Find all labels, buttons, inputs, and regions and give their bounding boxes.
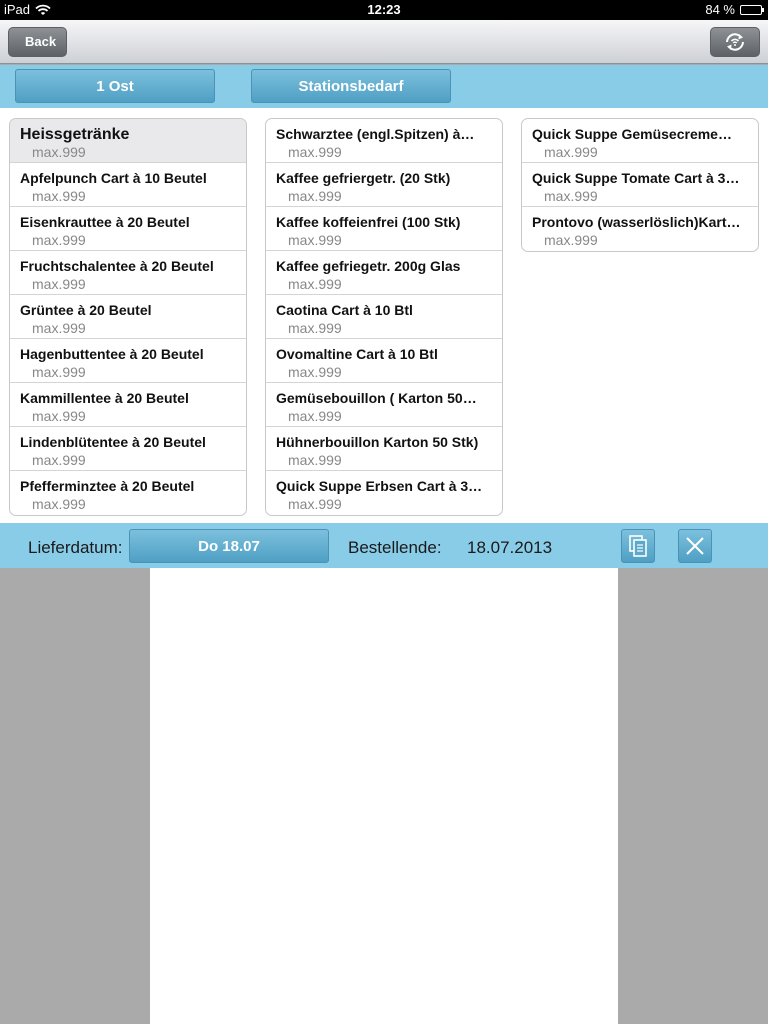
item-name: Hagenbuttentee à 20 Beutel	[20, 346, 204, 362]
close-icon	[685, 536, 705, 556]
category-button[interactable]: Stationsbedarf	[251, 69, 451, 103]
item-name: Kammillentee à 20 Beutel	[20, 390, 189, 406]
item-name: Kaffee koffeienfrei (100 Stk)	[276, 214, 461, 230]
back-button[interactable]	[8, 27, 67, 57]
item-max: max.999	[288, 452, 342, 468]
delivery-date-button[interactable]: Do 18.07	[129, 529, 329, 563]
copy-button[interactable]	[621, 529, 655, 563]
product-column-1	[9, 118, 247, 516]
list-item[interactable]	[10, 163, 246, 207]
order-bar	[0, 523, 768, 568]
item-max: max.999	[32, 320, 86, 336]
item-max: max.999	[288, 320, 342, 336]
list-item[interactable]	[522, 163, 758, 207]
item-name: Quick Suppe Tomate Cart à 3…	[532, 170, 740, 186]
list-item[interactable]	[266, 383, 502, 427]
item-name: Prontovo (wasserlöslich)Kart…	[532, 214, 741, 230]
battery-icon	[740, 5, 762, 15]
product-lists	[0, 108, 768, 523]
item-max: max.999	[288, 276, 342, 292]
item-max: max.999	[288, 496, 342, 512]
product-column-2	[265, 118, 503, 516]
order-end-value: 18.07.2013	[467, 538, 553, 557]
product-column-3	[521, 118, 759, 252]
item-max: max.999	[288, 144, 342, 160]
item-name: Gemüsebouillon ( Karton 50…	[276, 390, 477, 406]
list-item[interactable]	[266, 427, 502, 471]
item-name: Eisenkrauttee à 20 Beutel	[20, 214, 190, 230]
item-max: max.999	[32, 232, 86, 248]
item-name: Grüntee à 20 Beutel	[20, 302, 152, 318]
item-max: max.999	[288, 408, 342, 424]
item-name: Heissgetränke	[20, 126, 130, 143]
item-name: Lindenblütentee à 20 Beutel	[20, 434, 206, 450]
station-button[interactable]: 1 Ost	[15, 69, 215, 103]
item-max: max.999	[544, 232, 598, 248]
item-name: Pfefferminztee à 20 Beutel	[20, 478, 195, 494]
item-max: max.999	[32, 408, 86, 424]
item-name: Ovomaltine Cart à 10 Btl	[276, 346, 438, 362]
item-max: max.999	[288, 364, 342, 380]
item-name: Kaffee gefriegetr. 200g Glas	[276, 258, 461, 274]
item-name: Apfelpunch Cart à 10 Beutel	[20, 170, 207, 186]
item-max: max.999	[32, 452, 86, 468]
category-header[interactable]	[10, 119, 246, 163]
list-item[interactable]	[10, 295, 246, 339]
navigation-bar	[0, 20, 768, 64]
list-item[interactable]	[266, 251, 502, 295]
item-max: max.999	[544, 144, 598, 160]
status-time: 12:23	[367, 2, 401, 17]
list-item[interactable]	[266, 295, 502, 339]
item-max: max.999	[32, 144, 86, 160]
item-name: Fruchtschalentee à 20 Beutel	[20, 258, 214, 274]
battery-percent: 84 %	[705, 2, 735, 17]
status-right	[705, 2, 762, 17]
sync-button[interactable]	[710, 27, 760, 57]
sync-icon	[722, 31, 748, 53]
delivery-label: Lieferdatum:	[28, 538, 123, 557]
order-preview-area	[150, 568, 618, 1024]
order-end-label: Bestellende:	[348, 538, 442, 557]
item-name: Quick Suppe Gemüsecreme…	[532, 126, 732, 142]
item-max: max.999	[288, 188, 342, 204]
item-name: Hühnerbouillon Karton 50 Stk)	[276, 434, 479, 450]
item-max: max.999	[544, 188, 598, 204]
item-name: Schwarztee (engl.Spitzen) à…	[276, 126, 475, 142]
item-name: Caotina Cart à 10 Btl	[276, 302, 413, 318]
item-max: max.999	[32, 496, 86, 512]
list-item[interactable]	[266, 163, 502, 207]
list-item[interactable]	[10, 427, 246, 471]
list-item[interactable]	[10, 339, 246, 383]
device-name: iPad	[4, 2, 31, 17]
item-name: Kaffee gefriergetr. (20 Stk)	[276, 170, 451, 186]
list-item[interactable]	[266, 119, 502, 163]
item-max: max.999	[32, 364, 86, 380]
list-item[interactable]	[10, 383, 246, 427]
item-max: max.999	[288, 232, 342, 248]
list-item[interactable]	[266, 471, 502, 515]
item-max: max.999	[32, 188, 86, 204]
status-bar	[0, 0, 768, 20]
list-item[interactable]	[522, 207, 758, 251]
clear-button[interactable]	[678, 529, 712, 563]
list-item[interactable]	[10, 251, 246, 295]
back-button-label: Back	[25, 34, 57, 49]
copy-icon	[627, 534, 649, 558]
item-max: max.999	[32, 276, 86, 292]
list-item[interactable]	[10, 471, 246, 515]
list-item[interactable]	[266, 339, 502, 383]
filter-toolbar	[0, 65, 768, 108]
list-item[interactable]	[522, 119, 758, 163]
list-item[interactable]	[266, 207, 502, 251]
list-item[interactable]	[10, 207, 246, 251]
item-name: Quick Suppe Erbsen Cart à 3…	[276, 478, 483, 494]
